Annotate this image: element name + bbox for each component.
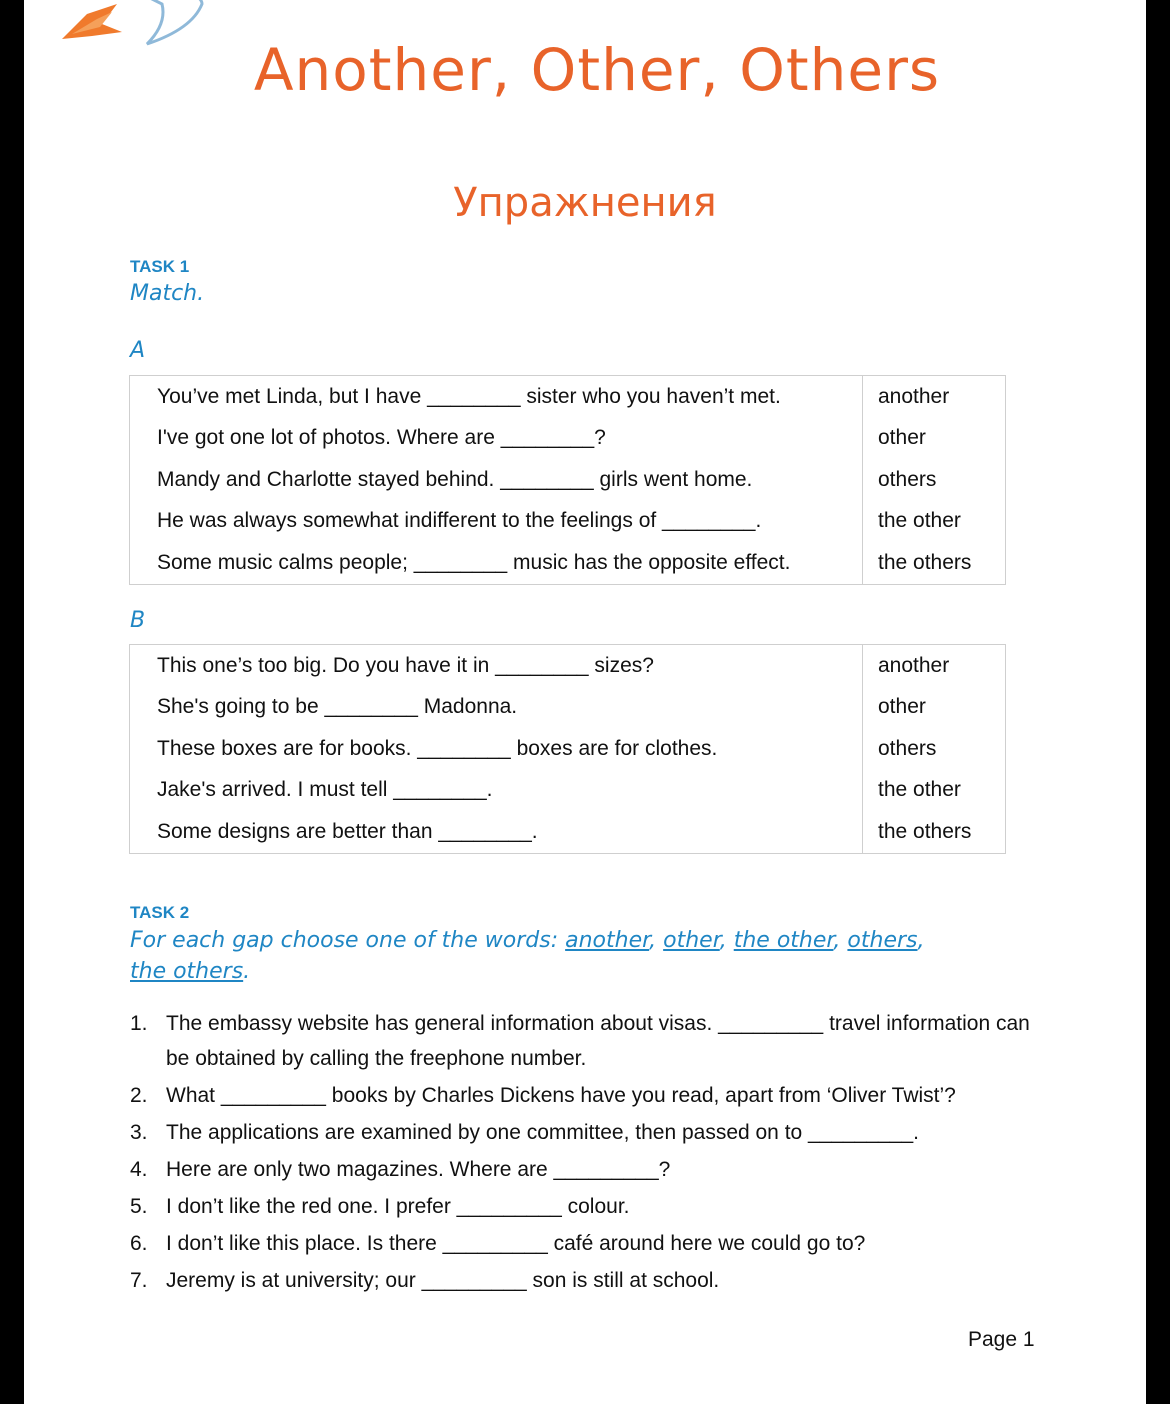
task1-label: TASK 1 — [130, 257, 190, 276]
match-row — [130, 811, 1006, 853]
section-a-label: A — [130, 338, 146, 363]
match-row — [130, 645, 1006, 687]
item-number: 2. — [130, 1084, 148, 1107]
list-item — [130, 1226, 1050, 1261]
match-row — [130, 501, 1006, 543]
match-word: other — [878, 695, 926, 719]
match-word: the others — [878, 819, 972, 843]
item-number: 7. — [130, 1269, 148, 1292]
task1-instruction: Match. — [130, 281, 205, 306]
list-item — [130, 1152, 1050, 1187]
item-number: 4. — [130, 1158, 148, 1181]
item-text: I don’t like the red one. I prefer _________ colour. — [166, 1195, 630, 1218]
match-table-b — [129, 644, 1006, 854]
match-word: others — [878, 467, 937, 491]
list-item — [130, 1006, 1050, 1076]
match-table-a — [129, 375, 1006, 585]
match-word: the other — [878, 509, 961, 533]
match-sentence: Some designs are better than ________. — [130, 811, 863, 853]
page-subtitle: Упражнения — [453, 180, 717, 226]
list-item — [130, 1263, 1050, 1298]
match-sentence: This one’s too big. Do you have it in ________ sizes? — [130, 645, 863, 687]
item-number: 6. — [130, 1232, 148, 1255]
match-word: the other — [878, 778, 961, 802]
word-option: others — [847, 928, 918, 953]
list-item — [130, 1078, 1050, 1113]
match-row — [130, 418, 1006, 460]
match-word: other — [878, 426, 926, 450]
task2-instruction: For each gap choose one of the words: another, other, the other, others, the others. — [130, 928, 925, 984]
match-row — [130, 728, 1006, 770]
match-row — [130, 459, 1006, 501]
list-item — [130, 1115, 1050, 1150]
match-sentence: Some music calms people; ________ music has the opposite effect. — [130, 542, 863, 584]
match-sentence: I've got one lot of photos. Where are ________? — [130, 418, 863, 460]
task2-instruction-prefix: For each gap choose one of the words: — [130, 928, 566, 953]
match-sentence: You’ve met Linda, but I have ________ sister who you haven’t met. — [130, 376, 863, 418]
match-word: the others — [878, 550, 972, 574]
document-page — [24, 0, 1146, 1404]
item-text: The applications are examined by one committee, then passed on to _________. — [166, 1121, 919, 1144]
gap-exercise-list — [130, 1006, 1050, 1300]
match-row — [130, 542, 1006, 584]
match-row — [130, 376, 1006, 418]
match-sentence: Mandy and Charlotte stayed behind. ________ girls went home. — [130, 459, 863, 501]
item-number: 3. — [130, 1121, 148, 1144]
match-sentence: She's going to be ________ Madonna. — [130, 687, 863, 729]
match-sentence: He was always somewhat indifferent to the feelings of ________. — [130, 501, 863, 543]
task2-label: TASK 2 — [130, 903, 190, 922]
match-row — [130, 687, 1006, 729]
item-text: I don’t like this place. Is there _________ café around here we could go to? — [166, 1232, 866, 1255]
item-number: 1. — [130, 1012, 148, 1035]
page-number: Page 1 — [968, 1328, 1035, 1351]
match-word: another — [878, 653, 950, 677]
match-word: others — [878, 736, 937, 760]
match-sentence: Jake's arrived. I must tell ________. — [130, 770, 863, 812]
page-title: Another, Other, Others — [253, 36, 941, 104]
list-item — [130, 1189, 1050, 1224]
word-option: other — [663, 928, 720, 953]
match-sentence: These boxes are for books. ________ boxes are for clothes. — [130, 728, 863, 770]
item-text: The embassy website has general information about visas. _________ travel information can be obtained by calling the freephone number. — [166, 1012, 1030, 1070]
match-word: another — [878, 384, 950, 408]
word-option: another — [565, 928, 650, 953]
section-b-label: B — [130, 608, 146, 633]
word-option: the other — [733, 928, 834, 953]
match-row — [130, 770, 1006, 812]
item-text: Here are only two magazines. Where are _________? — [166, 1158, 671, 1181]
item-number: 5. — [130, 1195, 148, 1218]
word-option: the others — [130, 959, 244, 984]
item-text: Jeremy is at university; our _________ son is still at school. — [166, 1269, 720, 1292]
item-text: What _________ books by Charles Dickens have you read, apart from ‘Oliver Twist’? — [166, 1084, 956, 1107]
